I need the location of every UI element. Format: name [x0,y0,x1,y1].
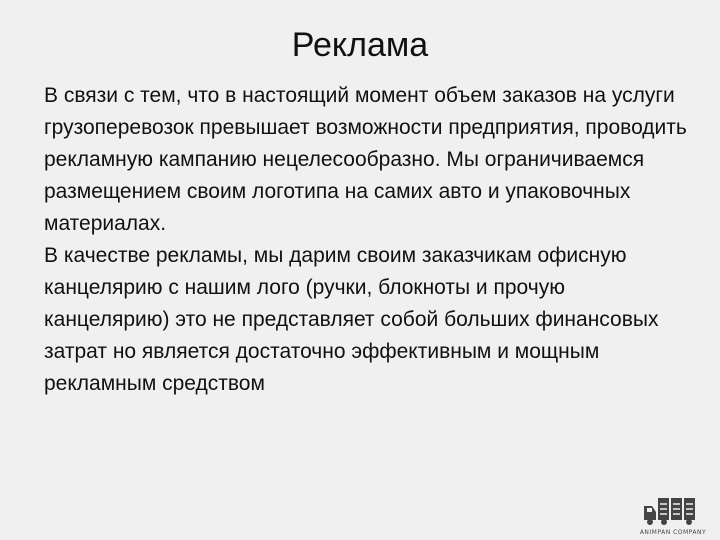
slide-body [44,80,694,400]
body-paragraph: В связи с тем, что в настоящий момент объем заказов на услуги грузоперевозок превышает возможности предприятия, проводить рекламную кампанию нецелесообразно. Мы ограничиваемся размещением своим логотипа на самих авто и упаковочных материалах. [44,84,687,235]
logo-caption: ANIMPAN COMPANY [639,529,707,536]
body-paragraph: В качестве рекламы, мы дарим своим заказчикам офисную канцелярию с нашим лого (ручки, блокноты и прочую канцелярию) это не представляет собой больших финансовых затрат но является достаточно эффективным и мощным рекламным средством [44,244,659,395]
truck-icon [638,492,708,526]
slide-title: Реклама [291,26,429,64]
company-logo [638,492,708,536]
